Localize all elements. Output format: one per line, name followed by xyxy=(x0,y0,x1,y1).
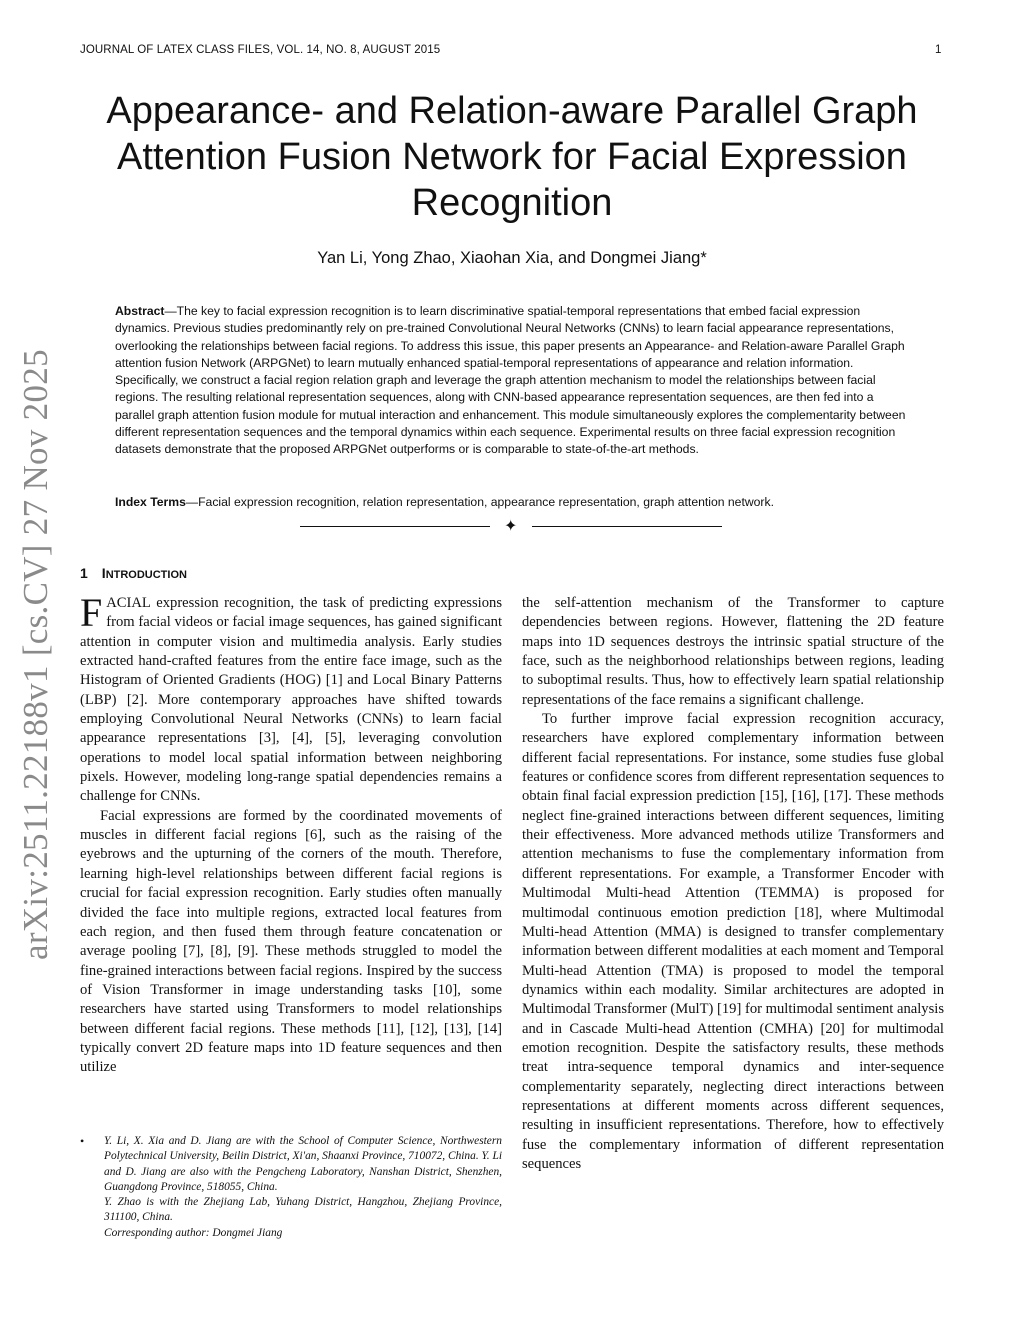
running-header: JOURNAL OF LATEX CLASS FILES, VOL. 14, NO. 8, AUGUST 2015 xyxy=(80,44,441,56)
index-terms xyxy=(115,494,915,511)
footnote-affiliation-2: Y. Zhao is with the Zhejiang Lab, Yuhang District, Hangzhou, Zhejiang Province, 311100, China. xyxy=(104,1196,502,1224)
section-title-rest: NTRODUCTION xyxy=(105,569,187,581)
intro-paragraph-4: To further improve facial expression recognition accuracy, researchers have explored complementary information between different facial representations. For instance, some studies fuse global features or confidence scores from different representation sequences to obtain final facial expression prediction [15], [16], [17]. These methods neglect fine-grained interactions between different sequences, limiting their effectiveness. More advanced methods utilize Transformers and attention mechanisms to fuse the complementary information from different representations. For example, a Transformer Encoder with Multimodal Multi-head Attention (TEMMA) is proposed for multimodal continuous emotion prediction [18], where Multimodal Multi-head Attention (MMA) is designed to transfer complementary information between different modalities at each moment and Temporal Multi-head Attention (TMA) is proposed to model the temporal dynamics within each modality. Similar architectures are adopted in Multimodal Transformer (MulT) [19] for multimodal sentiment analysis and in Cascade Multi-head Attention (CMHA) [20] for multimodal emotion recognition. Despite the satisfactory results, these methods treat intra-sequence temporal dynamics and inter-sequence complementarity separately, neglecting direct interactions between representations at different moments across different sequences, resulting in insufficient representations. Therefore, how to effectively fuse the complementary information of different representation sequences xyxy=(522,711,944,1172)
section-title-initial: I xyxy=(101,565,106,581)
author-list: Yan Li, Yong Zhao, Xiaohan Xia, and Dongmei Jiang* xyxy=(317,249,707,267)
divider-line-left xyxy=(300,526,490,527)
section-heading xyxy=(80,565,187,581)
footnotes xyxy=(80,1134,502,1241)
page-number: 1 xyxy=(935,44,942,56)
section-number: 1 xyxy=(80,565,88,581)
divider-line-right xyxy=(532,526,722,527)
footnote-bullet: • xyxy=(80,1134,85,1148)
abstract-text: —The key to facial expression recognition is to learn discriminative spatial-temporal representations that embed facial expression dynamics. Previous studies predominantly rely on pre-trained Convolutional Neural Networks (CNNs) to learn facial appearance representations, overlooking the relationships between facial regions. To address this issue, this paper presents an Appearance- and Relation-aware Parallel Graph attention fusion Network (ARPGNet) to learn mutually enhanced spatial-temporal representations of appearance and relation information. Specifically, we construct a facial region relation graph and leverage the graph attention mechanism to model the relationships between facial regions. The resulting relational representation sequences, along with CNN-based appearance representation sequences, are then fed into a parallel graph attention fusion module for mutual interaction and enhancement. This module simultaneously explores the complementarity between different representation sequences and the temporal dynamics within each sequence. Experimental results on three facial expression recognition datasets demonstrate that the proposed ARPGNet outperforms or is comparable to state-of-the-art methods. xyxy=(115,304,906,457)
abstract-label: Abstract xyxy=(115,304,165,318)
left-column xyxy=(80,590,502,1078)
paper-title: Appearance- and Relation-aware Parallel Graph Attention Fusion Network for Facial Expression Recognition xyxy=(106,90,918,224)
index-terms-text: —Facial expression recognition, relation representation, appearance representation, graph attention network. xyxy=(185,495,774,509)
right-column xyxy=(522,594,944,1174)
section-divider xyxy=(300,518,724,536)
footnote-corresponding-author: Corresponding author: Dongmei Jiang xyxy=(104,1226,283,1239)
intro-paragraph-3: the self-attention mechanism of the Transformer to capture dependencies between regions. However, flattening the 2D feature maps into 1D sequences destroys the intrinsic spatial structure of the face, such as the neighborhood relationships between regions, leading to suboptimal results. Thus, how to effectively learn spatial relationship representations of the face remains a significant challenge. xyxy=(522,595,944,708)
intro-paragraph-1 xyxy=(80,590,502,807)
footnote-affiliation-1: Y. Li, X. Xia and D. Jiang are with the School of Computer Science, Northwestern Polytechnical University, Beilin District, Xi'an, Shaanxi Province, 710072, China. Y. Li and D. Jiang are also with the Pengcheng Laboratory, Nanshan District, Shenzhen, Guangdong Province, 518055, China. xyxy=(104,1135,503,1193)
first-word-smallcaps: ACIAL xyxy=(106,595,151,611)
intro-paragraph-2: Facial expressions are formed by the coordinated movements of muscles in different facial regions [6], such as the raising of the eyebrows and the upturning of the corners of the mouth. Therefore, learning high-level relationships between different facial regions is crucial for facial expression recognition. Early studies often manually divided the face into multiple regions, extracted local features from each region, and then fused them through feature concatenation or average pooling [7], [8], [9]. These methods struggled to model the fine-grained interactions between facial regions. Inspired by the success of Vision Transformer in image understanding tasks [10], some researchers have started using Transformers to model relationships between different facial regions. These methods [11], [12], [13], [14] typically convert 2D feature maps into 1D feature sequences and then utilize xyxy=(80,807,502,1076)
divider-diamond-icon: ✦ xyxy=(504,518,518,535)
arxiv-stamp: arXiv:2511.22188v1 [cs.CV] 27 Nov 2025 xyxy=(16,349,55,960)
index-terms-label: Index Terms xyxy=(115,495,186,509)
abstract xyxy=(115,303,915,459)
drop-cap: F xyxy=(80,590,103,635)
intro-paragraph-1-text: expression recognition, the task of predicting expressions from facial videos or facial image sequences, has gained significant attention in computer vision and multimedia analysis. Early studies extracted hand-crafted features from the entire face image, such as the Histogram of Oriented Gradients (HOG) [1] and Local Binary Patterns (LBP) [2]. More contemporary approaches have shifted towards employing Convolutional Neural Networks (CNNs) to learn facial appearance representations [3], [4], [5], leveraging convolution operations to model local spatial information between neighboring pixels. However, modeling long-range spatial dependencies remains a challenge for CNNs. xyxy=(80,595,502,805)
